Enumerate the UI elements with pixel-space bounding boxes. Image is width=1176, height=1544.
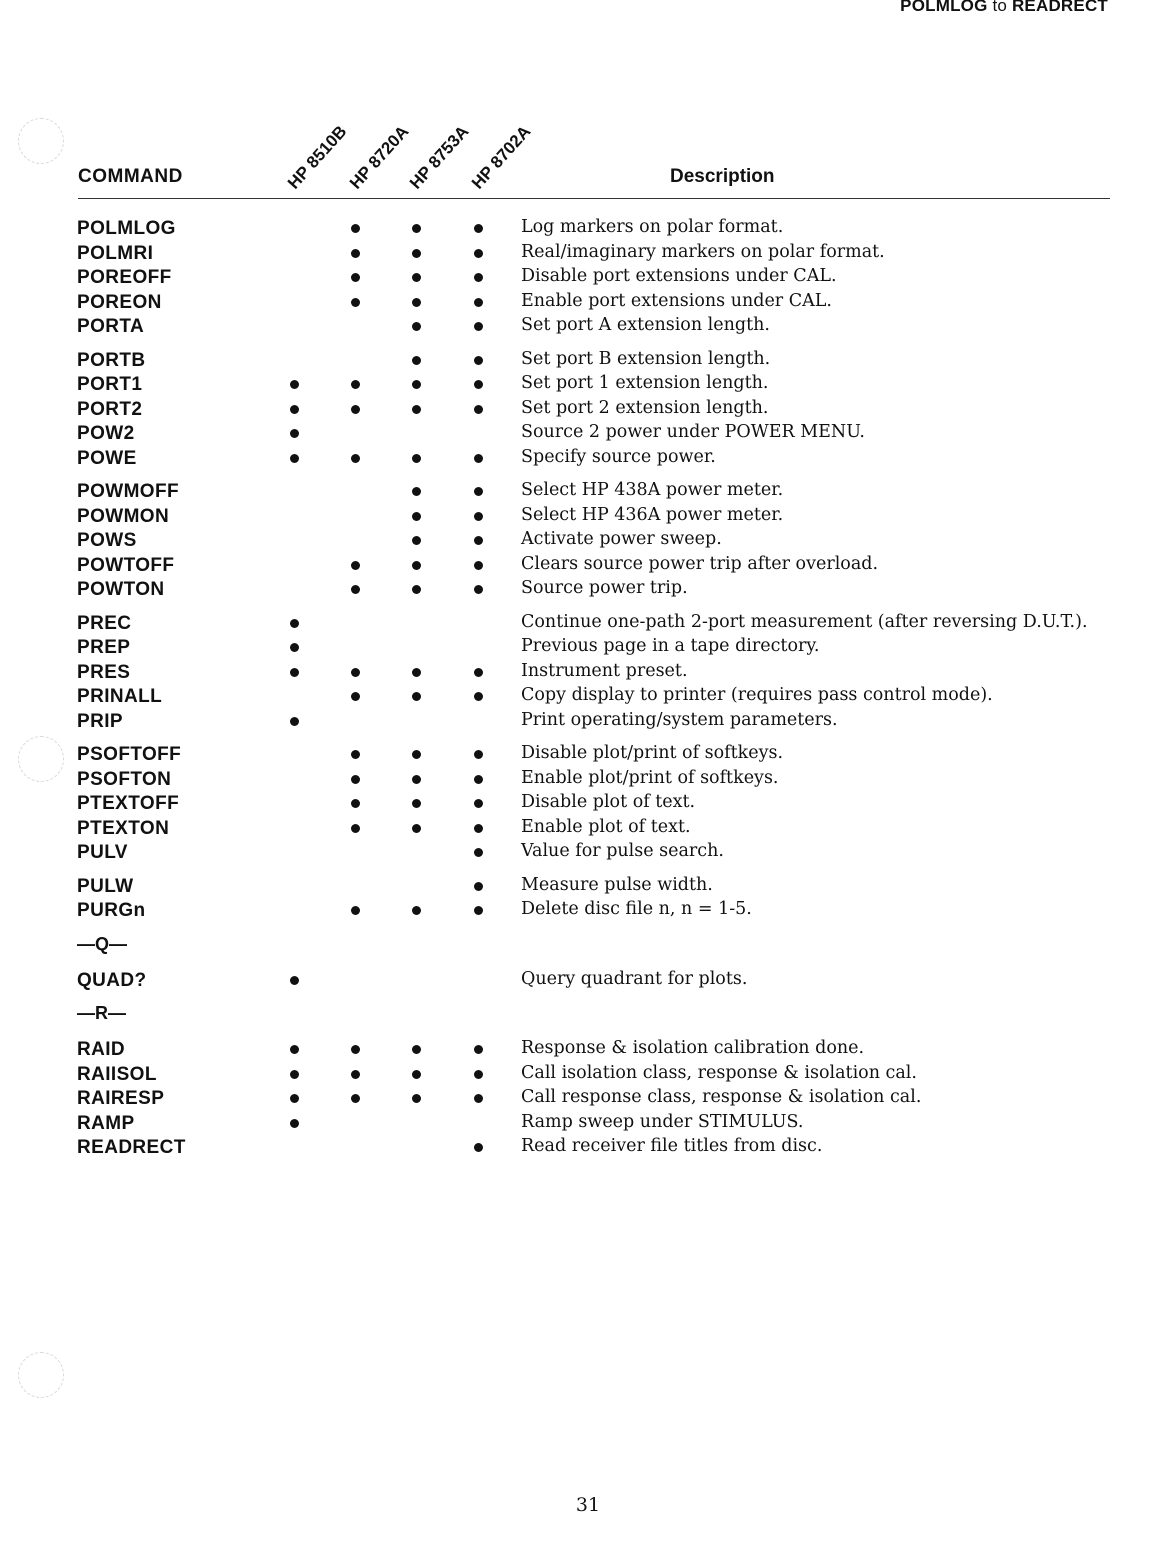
column-header-model-2: HP 8720A (346, 121, 413, 193)
table-row (0, 898, 1176, 923)
command-description: Real/imaginary markers on polar format. (521, 241, 885, 262)
command-description: Disable plot of text. (521, 792, 696, 812)
command-name: PORT1 (77, 374, 143, 395)
support-dot-icon (474, 848, 483, 857)
support-dot-icon (412, 512, 421, 521)
support-dot-icon (474, 775, 483, 784)
support-dot-icon (474, 405, 483, 414)
support-dot-icon (474, 273, 483, 282)
support-dot-icon (351, 692, 360, 701)
support-dot-icon (351, 906, 360, 915)
column-header-command: COMMAND (78, 166, 183, 187)
support-dot-icon (290, 454, 299, 463)
column-header-model-1: HP 8510B (284, 121, 351, 193)
support-dot-icon (351, 561, 360, 570)
command-name: PORTA (77, 316, 145, 337)
command-description: Call response class, response & isolation cal. (521, 1087, 922, 1107)
table-row (0, 577, 1176, 602)
table-row (0, 791, 1176, 816)
support-dot-icon (290, 976, 299, 985)
section-letter: —R— (77, 1003, 126, 1023)
command-name: PULW (77, 875, 134, 897)
table-row (0, 660, 1176, 685)
support-dot-icon (351, 224, 360, 233)
command-description: Read receiver file titles from disc. (521, 1136, 823, 1156)
support-dot-icon (412, 298, 421, 307)
row-group (0, 968, 1176, 993)
support-dot-icon (412, 750, 421, 759)
command-name: QUAD? (77, 969, 147, 991)
table-row (0, 684, 1176, 709)
support-dot-icon (474, 249, 483, 258)
table-row (0, 816, 1176, 841)
command-description: Activate power sweep. (521, 529, 722, 549)
support-dot-icon (351, 1070, 360, 1079)
support-dot-icon (474, 906, 483, 915)
support-dot-icon (290, 643, 299, 652)
running-header-end: READRECT (1011, 0, 1108, 15)
row-group (0, 1037, 1176, 1160)
support-dot-icon (351, 668, 360, 677)
support-dot-icon (412, 692, 421, 701)
support-dot-icon (290, 619, 299, 628)
support-dot-icon (474, 668, 483, 677)
table-row (0, 1037, 1176, 1062)
support-dot-icon (412, 249, 421, 258)
table-row (0, 553, 1176, 578)
command-description: Set port A extension length. (521, 315, 770, 335)
command-description: Specify source power. (521, 446, 716, 467)
support-dot-icon (474, 454, 483, 463)
command-name: PORT2 (77, 398, 143, 420)
table-row (0, 874, 1176, 899)
table-row (0, 968, 1176, 993)
command-description: Source 2 power under POWER MENU. (521, 422, 865, 442)
support-dot-icon (474, 356, 483, 365)
table-row (0, 840, 1176, 865)
column-header-model-3: HP 8753A (406, 121, 473, 193)
command-description: Set port B extension length. (521, 348, 771, 369)
binder-hole (18, 118, 64, 164)
command-name: POREON (77, 291, 162, 313)
table-row (0, 611, 1176, 636)
support-dot-icon (412, 356, 421, 365)
support-dot-icon (474, 799, 483, 808)
command-description: Enable plot of text. (521, 816, 691, 837)
command-name: POLMRI (77, 242, 154, 264)
support-dot-icon (474, 692, 483, 701)
support-dot-icon (351, 585, 360, 594)
command-name: POREOFF (77, 267, 172, 288)
command-description: Query quadrant for plots. (521, 968, 748, 989)
row-group (0, 874, 1176, 923)
command-description: Instrument preset. (521, 660, 688, 681)
row-group (0, 479, 1176, 602)
section-heading (0, 1001, 1176, 1033)
command-name: RAIISOL (77, 1063, 157, 1085)
support-dot-icon (412, 799, 421, 808)
command-description: Response & isolation calibration done. (521, 1038, 865, 1058)
table-row (0, 635, 1176, 660)
support-dot-icon (474, 750, 483, 759)
support-dot-icon (474, 1045, 483, 1054)
command-name: POWMOFF (77, 481, 180, 502)
support-dot-icon (474, 585, 483, 594)
table-row (0, 1086, 1176, 1111)
support-dot-icon (474, 322, 483, 331)
support-dot-icon (474, 561, 483, 570)
table-row (0, 528, 1176, 553)
support-dot-icon (474, 224, 483, 233)
command-name: PRINALL (77, 686, 163, 707)
support-dot-icon (351, 298, 360, 307)
support-dot-icon (351, 249, 360, 258)
command-name: PREP (77, 637, 131, 658)
table-row (0, 504, 1176, 529)
command-name: PREC (77, 612, 132, 634)
command-name: PTEXTOFF (77, 793, 180, 814)
support-dot-icon (351, 799, 360, 808)
table-row (0, 397, 1176, 422)
support-dot-icon (474, 1070, 483, 1079)
support-dot-icon (474, 380, 483, 389)
support-dot-icon (474, 882, 483, 891)
table-row (0, 1135, 1176, 1160)
command-name: POWTON (77, 579, 165, 600)
command-name: POWE (77, 447, 137, 469)
support-dot-icon (290, 717, 299, 726)
support-dot-icon (474, 1143, 483, 1152)
support-dot-icon (412, 906, 421, 915)
command-description: Source power trip. (521, 578, 688, 598)
command-description: Set port 1 extension length. (521, 373, 769, 393)
column-header-model-4: HP 8702A (468, 121, 535, 193)
support-dot-icon (412, 824, 421, 833)
command-description: Copy display to printer (requires pass control mode). (521, 685, 993, 705)
support-dot-icon (412, 668, 421, 677)
row-group (0, 611, 1176, 734)
command-name: POWS (77, 530, 137, 551)
support-dot-icon (290, 1070, 299, 1079)
row-group (0, 348, 1176, 471)
support-dot-icon (351, 454, 360, 463)
command-name: PRIP (77, 710, 123, 732)
command-description: Value for pulse search. (521, 841, 724, 861)
support-dot-icon (474, 824, 483, 833)
table-row (0, 709, 1176, 734)
command-table (0, 216, 1176, 1169)
support-dot-icon (412, 561, 421, 570)
support-dot-icon (474, 298, 483, 307)
table-row (0, 241, 1176, 266)
command-name: POLMLOG (77, 218, 176, 239)
command-name: PRES (77, 661, 131, 683)
command-description: Disable plot/print of softkeys. (521, 743, 784, 763)
command-description: Select HP 436A power meter. (521, 504, 784, 525)
support-dot-icon (290, 380, 299, 389)
table-row (0, 421, 1176, 446)
command-description: Continue one-path 2-port measurement (after reversing D.U.T.). (521, 611, 1088, 632)
support-dot-icon (412, 775, 421, 784)
support-dot-icon (412, 273, 421, 282)
section-letter: —Q— (77, 933, 128, 954)
command-description: Select HP 438A power meter. (521, 480, 784, 500)
command-description: Ramp sweep under STIMULUS. (521, 1111, 804, 1132)
support-dot-icon (412, 1094, 421, 1103)
running-header-to: to (992, 0, 1008, 15)
command-description: Measure pulse width. (521, 874, 713, 895)
command-name: PORTB (77, 349, 146, 371)
command-name: PSOFTON (77, 768, 172, 790)
table-row (0, 265, 1176, 290)
command-name: RAID (77, 1039, 126, 1060)
support-dot-icon (412, 224, 421, 233)
support-dot-icon (474, 536, 483, 545)
page-number: 31 (575, 1494, 601, 1516)
table-row (0, 348, 1176, 373)
support-dot-icon (412, 454, 421, 463)
support-dot-icon (290, 405, 299, 414)
command-description: Print operating/system parameters. (521, 709, 838, 730)
command-description: Enable plot/print of softkeys. (521, 767, 779, 788)
support-dot-icon (290, 1119, 299, 1128)
support-dot-icon (351, 1094, 360, 1103)
support-dot-icon (474, 487, 483, 496)
command-name: POW2 (77, 423, 135, 444)
header-divider (78, 198, 1110, 199)
table-row (0, 372, 1176, 397)
running-header-start: POLMLOG (900, 0, 988, 15)
table-row (0, 446, 1176, 471)
support-dot-icon (412, 536, 421, 545)
command-name: PURGn (77, 900, 146, 921)
command-description: Log markers on polar format. (521, 217, 784, 237)
table-row (0, 216, 1176, 241)
command-description: Previous page in a tape directory. (521, 636, 820, 656)
command-description: Enable port extensions under CAL. (521, 290, 832, 311)
command-description: Call isolation class, response & isolation cal. (521, 1062, 917, 1083)
support-dot-icon (290, 668, 299, 677)
table-row (0, 314, 1176, 339)
support-dot-icon (351, 405, 360, 414)
command-name: RAIRESP (77, 1088, 165, 1109)
column-header-description: Description (670, 166, 775, 187)
command-name: POWMON (77, 505, 170, 527)
support-dot-icon (351, 273, 360, 282)
support-dot-icon (351, 1045, 360, 1054)
support-dot-icon (412, 1070, 421, 1079)
table-row (0, 767, 1176, 792)
command-description: Clears source power trip after overload. (521, 553, 879, 574)
table-row (0, 290, 1176, 315)
support-dot-icon (412, 585, 421, 594)
command-name: PSOFTOFF (77, 744, 182, 765)
row-group (0, 742, 1176, 865)
command-description: Disable port extensions under CAL. (521, 266, 837, 286)
command-description: Delete disc file n, n = 1-5. (521, 899, 752, 919)
support-dot-icon (351, 380, 360, 389)
support-dot-icon (351, 750, 360, 759)
binder-hole (18, 1352, 64, 1398)
command-name: RAMP (77, 1112, 135, 1134)
support-dot-icon (412, 380, 421, 389)
command-name: POWTOFF (77, 554, 175, 576)
table-row (0, 742, 1176, 767)
support-dot-icon (412, 1045, 421, 1054)
support-dot-icon (412, 405, 421, 414)
table-row (0, 1062, 1176, 1087)
command-name: READRECT (77, 1137, 186, 1158)
table-row (0, 479, 1176, 504)
support-dot-icon (474, 1094, 483, 1103)
running-header (900, 0, 1108, 16)
support-dot-icon (290, 1045, 299, 1054)
support-dot-icon (412, 322, 421, 331)
support-dot-icon (412, 487, 421, 496)
command-description: Set port 2 extension length. (521, 397, 769, 418)
support-dot-icon (351, 775, 360, 784)
section-heading (0, 932, 1176, 964)
command-name: PULV (77, 842, 128, 863)
support-dot-icon (351, 824, 360, 833)
table-row (0, 1111, 1176, 1136)
row-group (0, 216, 1176, 339)
support-dot-icon (474, 512, 483, 521)
command-name: PTEXTON (77, 817, 170, 839)
support-dot-icon (290, 1094, 299, 1103)
support-dot-icon (290, 429, 299, 438)
